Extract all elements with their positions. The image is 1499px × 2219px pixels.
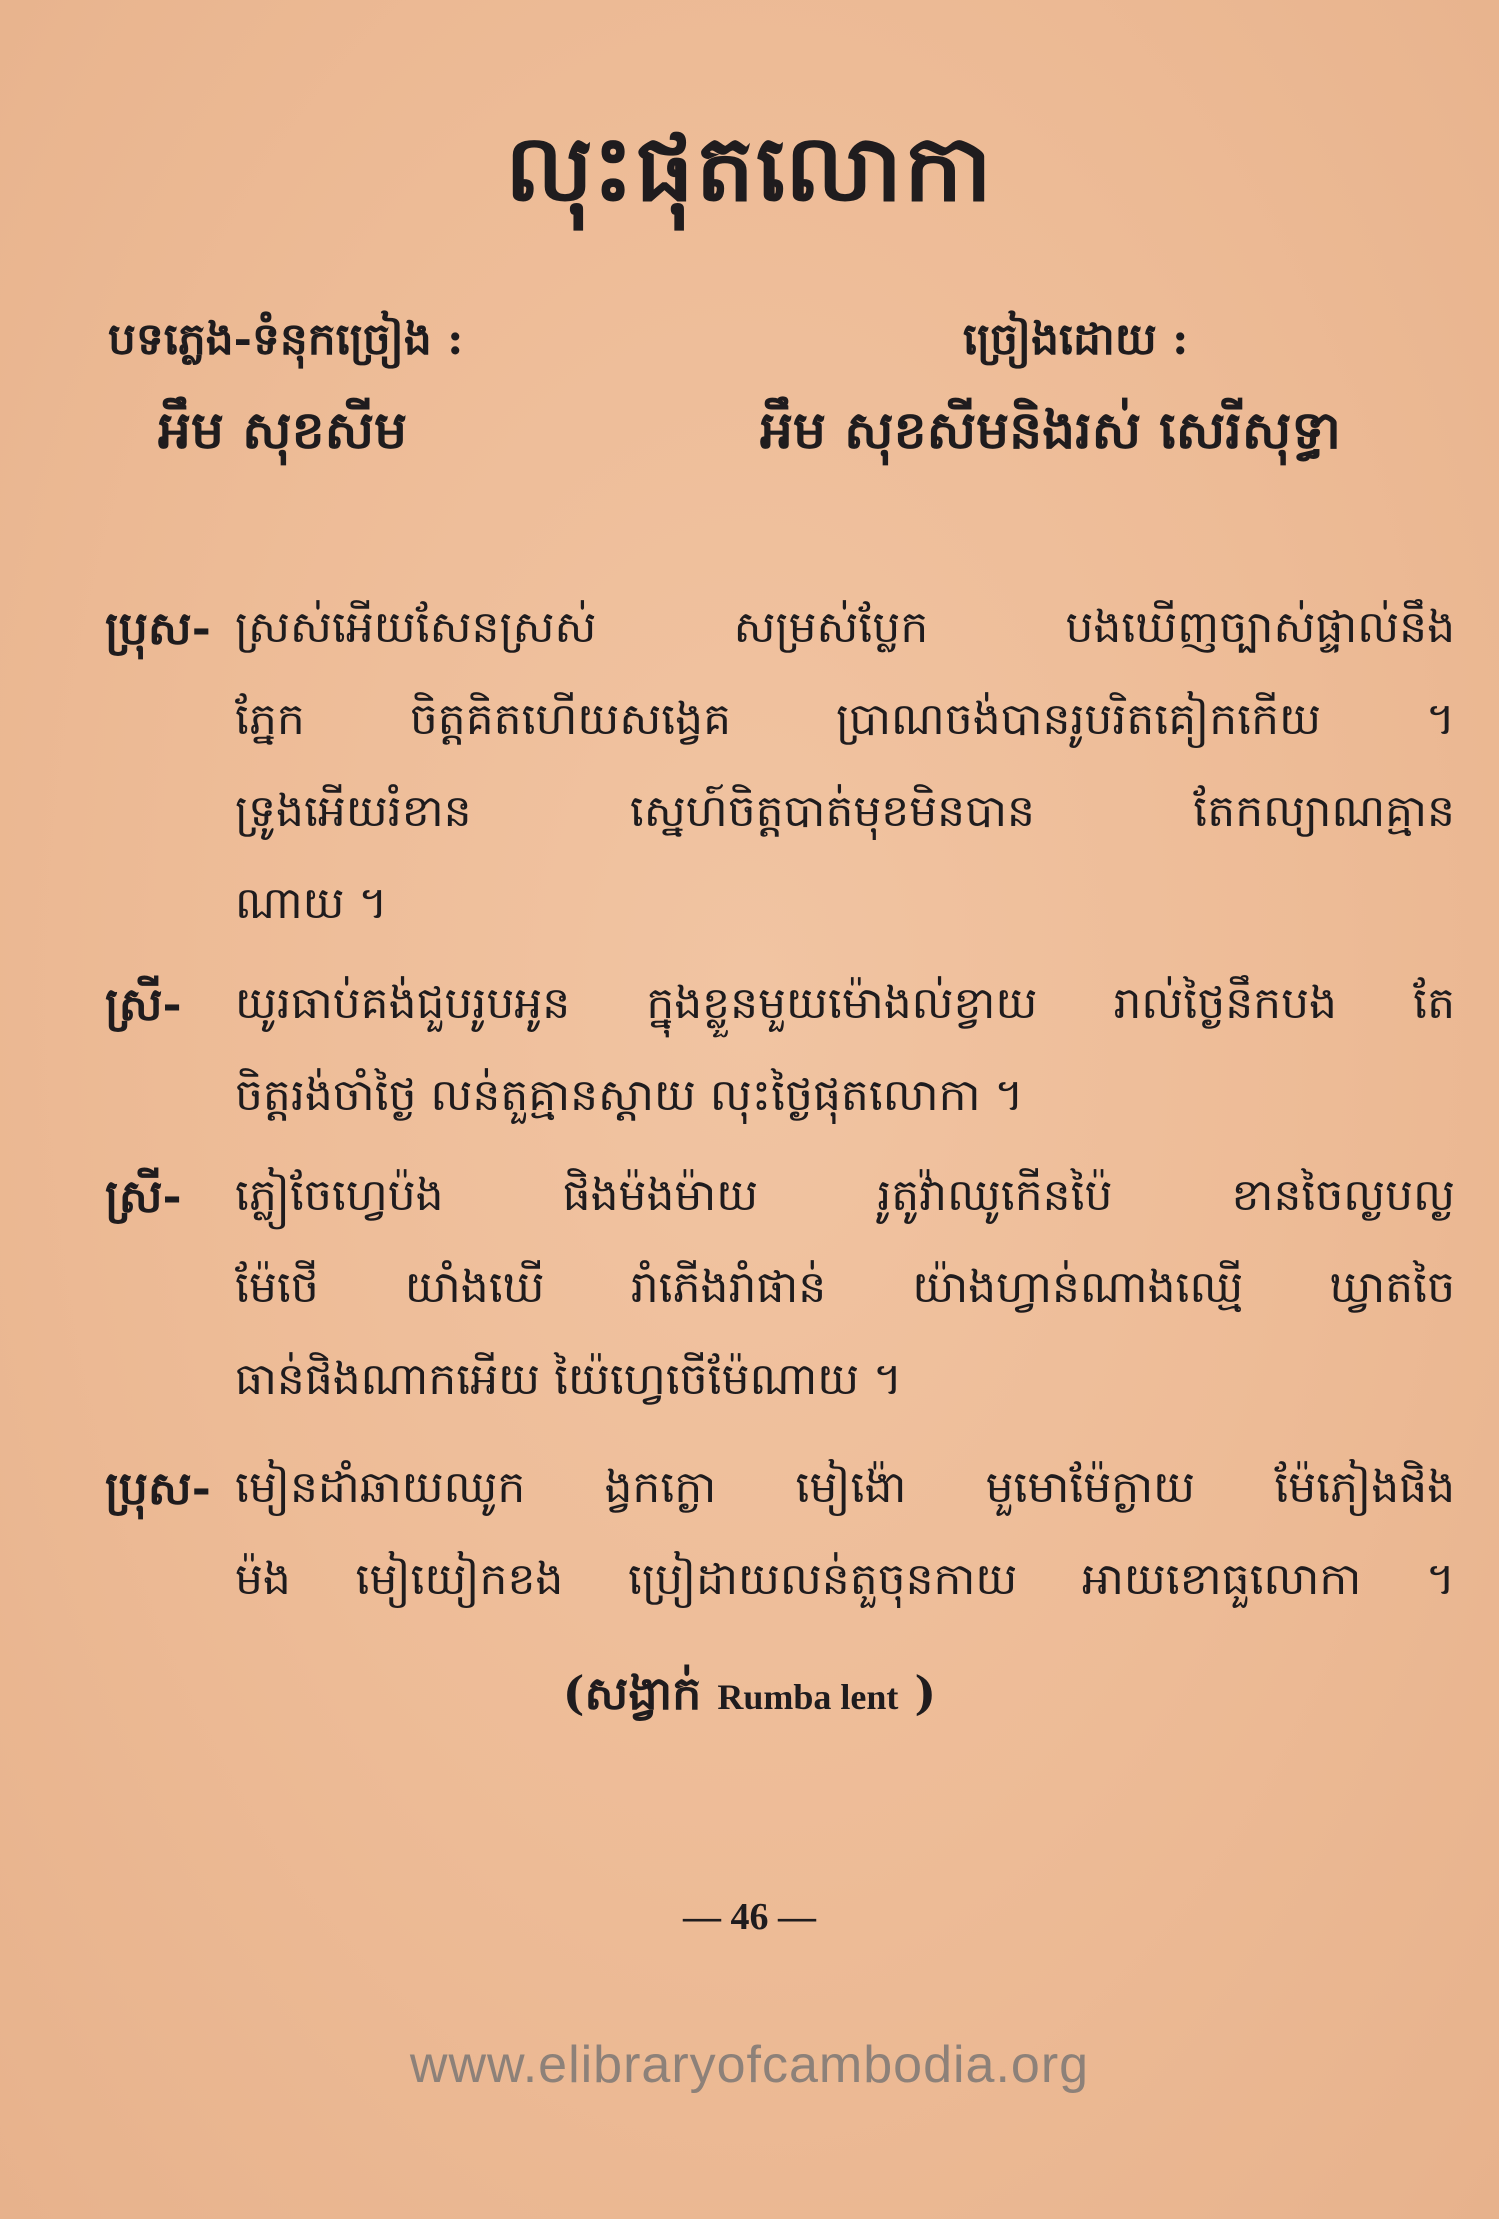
lyric-line: ភ្លៀចែហ្វេប៉ង ផិងម៉ងម៉ាយ រូតូវ៉ាឈូកើនប៉ៃ ខានចៃល្ងបល្ង [235,1170,1455,1221]
lyric-line: ភ្នែក ចិត្តគិតហើយសង្វេគ ប្រាណចង់បានរូបរិតគៀកកើយ ។ [235,694,1455,745]
verse-2 [105,976,1455,1156]
verse-speaker: ប្រុស- [105,601,211,655]
page-number: — 46 — [683,1896,816,1938]
singer-name: អឹម សុខសីមនិងរស់ សេរីសុទ្ធា [760,400,1341,461]
lyric-line: យូរធាប់គង់ជួបរូបអូន ក្នុងខ្លួនមួយម៉ោងល់ខ្វាយ រាល់ថ្ងៃនឹកបង តែ [235,978,1455,1029]
lyric-line: មៀនដាំឆាយឈូក ង្វកក្ងោ មៀង៉ោ មួមោម៉ែក្ងាយ ម៉ែភៀងផិង [235,1462,1455,1513]
rhythm-style: Rumba lent [717,1677,899,1717]
lyric-line: ម៉ែថើ យាំងឃើ រាំភើងរាំផាន់ យ៉ាងហ្វាន់ណាងឈ្មើ ឃ្វាតចៃ [235,1262,1455,1313]
lyric-line: ណាយ ។ [235,878,388,929]
rhythm-note-open: (សង្វាក់ [562,1666,718,1720]
verse-3 [105,1168,1455,1438]
watermark-url: www.elibraryofcambodia.org [409,2036,1090,2094]
lyric-line: ម៉ង មៀយៀកខង ប្រៀដាយលន់តួចុនកាយ អាយខោធួលោកា ។ [235,1554,1455,1605]
verse-1 [105,600,1455,960]
verse-speaker: ស្រី- [105,1169,182,1223]
lyric-line: ធាន់ផិងណាកអើយ យ៉ៃហ្វេចើម៉ែណាយ ។ [235,1354,903,1405]
lyric-line: ស្រស់អើយសែនស្រស់ សម្រស់ប្លែក បងឃើញច្បាស់ផ្ទាល់នឹង [235,602,1455,653]
lyric-line: ទ្រូងអើយរំខាន ស្នេហ៍ចិត្តបាត់មុខមិនបាន តែកល្យាណគ្មាន [235,786,1455,837]
verse-4 [105,1460,1455,1640]
composer-label: បទភ្លេង-ទំនុកច្រៀង : [108,314,464,365]
rhythm-note [0,1665,1499,1732]
lyric-line: ចិត្តរង់ចាំថ្ងៃ លន់តួគ្មានស្ដាយ លុះថ្ងៃផុតលោកា ។ [235,1070,1024,1121]
composer-name: អឹម សុខសីម [158,400,408,461]
verse-speaker: ស្រី- [105,977,182,1031]
rhythm-note-close: ) [898,1666,937,1720]
verse-speaker: ប្រុស- [105,1461,211,1515]
singer-label: ច្រៀងដោយ : [963,314,1189,365]
song-title: លុះផុតលោកា [505,114,994,222]
